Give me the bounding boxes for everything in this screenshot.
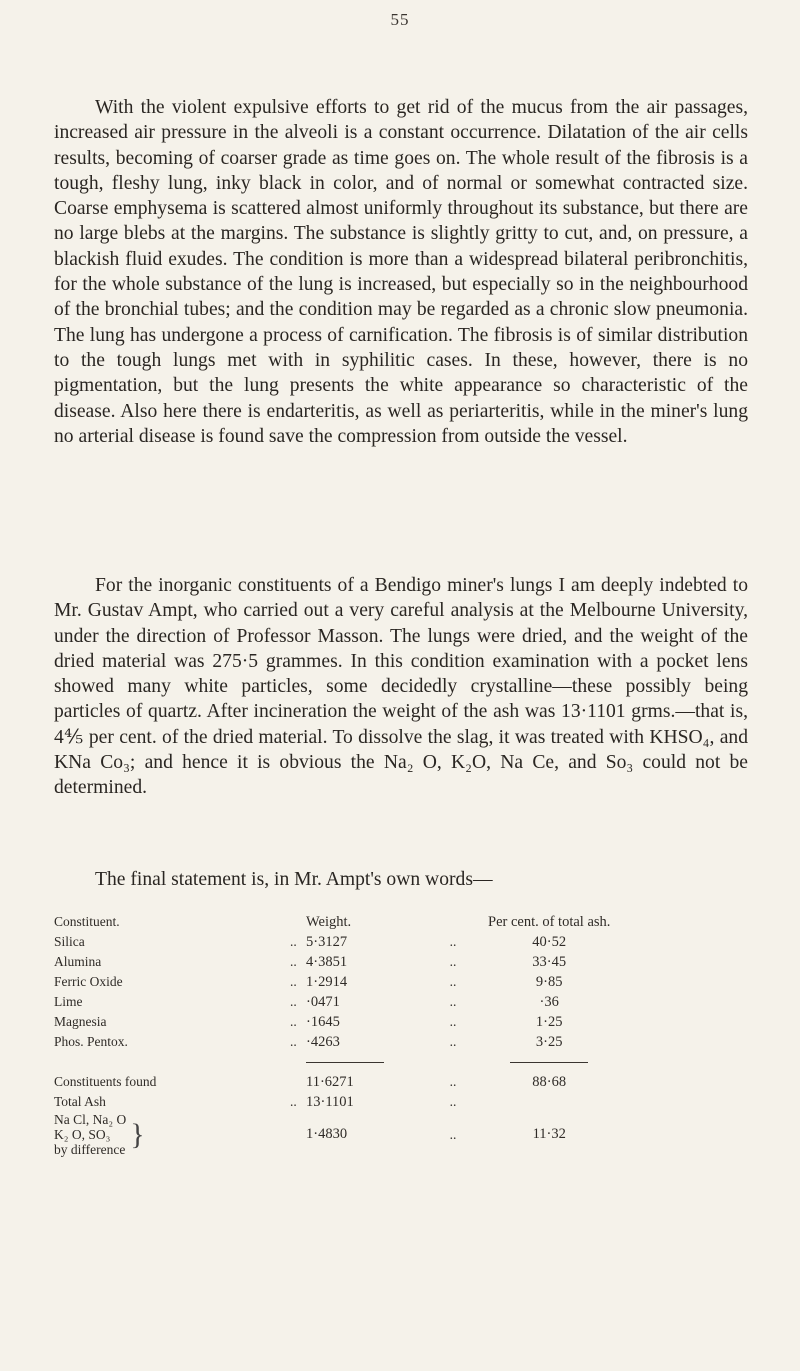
header-weight: Weight. — [306, 913, 352, 930]
header-constituent: Constituent. — [54, 914, 120, 929]
row-percent: 33·45 — [532, 953, 567, 970]
table-row — [54, 1032, 610, 1052]
sum-rule-weight — [306, 1062, 384, 1063]
difference-percent: 11·32 — [532, 1126, 566, 1142]
leader-dots: .. — [449, 1034, 457, 1049]
leader-dots: .. — [449, 1014, 457, 1029]
table-row — [54, 932, 610, 952]
row-name: Phos. Pentox. — [54, 1034, 128, 1049]
row-percent: ·36 — [539, 993, 559, 1010]
leader-dots: .. — [449, 994, 457, 1009]
paragraph-inorganic-analysis: For the inorganic constituents of a Bendigo miner's lungs I am deeply indebted to Mr. Gustav Ampt, who carried out a very careful analysis at the Melbourne University, under the direction of Professor Masson. The lungs were dried, and the weight of the dried material was 275·5 grammes. In this condition examination with a pocket lens showed many white particles, some decidedly crystalline—these possibly being particles of quartz. After incineration the weight of the ash was 13·1101 grms.—that is, 4⅘ per cent. of the dried material. To dissolve the slag, it was treated with KHSO₄, and KNa Co₃; and hence it is obvious the Na₂ O, K₂O, Na Ce, and So₃ could not be determined. — [54, 575, 748, 799]
row-weight: 4·3851 — [306, 953, 348, 970]
total-weight: 13·1101 — [306, 1093, 354, 1110]
row-weight: ·0471 — [306, 993, 340, 1010]
leader-dots: .. — [449, 934, 457, 949]
difference-weight: 1·4830 — [306, 1126, 348, 1142]
leader-dots: .. — [290, 1094, 297, 1109]
found-name: Constituents found — [54, 1074, 157, 1089]
leader-dots: .. — [449, 974, 457, 989]
leader-dots: .. — [290, 974, 297, 989]
table-header-row — [54, 912, 610, 932]
row-weight: 1·2914 — [306, 973, 348, 990]
found-percent: 88·68 — [532, 1073, 567, 1090]
leader-dots: .. — [449, 1094, 457, 1109]
leader-dots: .. — [290, 954, 297, 969]
row-name: Silica — [54, 934, 85, 949]
row-percent: 1·25 — [535, 1013, 563, 1030]
table-intro: The final statement is, in Mr. Ampt's own words— — [95, 869, 493, 890]
table-row-found — [54, 1072, 610, 1092]
leader-dots: .. — [290, 994, 297, 1009]
total-name: Total Ash — [54, 1094, 106, 1109]
row-weight: ·1645 — [306, 1013, 340, 1030]
row-name: Magnesia — [54, 1014, 107, 1029]
leader-dots: .. — [449, 954, 457, 969]
leader-dots: .. — [290, 934, 297, 949]
table-row — [54, 952, 610, 972]
row-weight: ·4263 — [306, 1033, 340, 1050]
row-percent: 3·25 — [535, 1033, 563, 1050]
difference-line-2: K₂ O, SO₃ — [54, 1127, 111, 1142]
leader-dots: .. — [290, 1014, 297, 1029]
right-brace-icon: } — [130, 1117, 145, 1151]
sum-rule-row — [54, 1052, 610, 1072]
row-name: Ferric Oxide — [54, 974, 123, 989]
page-number: 55 — [390, 10, 410, 29]
table-row-difference — [54, 1112, 610, 1157]
found-weight: 11·6271 — [306, 1073, 354, 1090]
leader-dots: .. — [449, 1074, 457, 1089]
row-percent: 9·85 — [535, 973, 563, 990]
table-row — [54, 972, 610, 992]
row-weight: 5·3127 — [306, 933, 348, 950]
row-name: Lime — [54, 994, 83, 1009]
table-row — [54, 1012, 610, 1032]
ash-analysis-table — [54, 912, 610, 1157]
leader-dots: .. — [290, 1034, 297, 1049]
row-percent: 40·52 — [532, 933, 567, 950]
table-row-total — [54, 1092, 610, 1112]
table-row — [54, 992, 610, 1012]
paragraph-emphysema: With the violent expulsive efforts to get rid of the mucus from the air passages, increased air pressure in the alveoli is a constant occurrence. Dilatation of the air cells results, becoming of coarser grade as time goes on. The whole result of the fibrosis is a tough, fleshy lung, inky black in color, and of normal or somewhat contracted size. Coarse emphysema is scattered almost uniformly throughout its substance, but there are no large blebs at the margins. The substance is slightly gritty to cut, and, on pressure, a blackish fluid exudes. The condition is more than a widespread bilateral peribronchitis, for the whole substance of the lung is increased, but especially so in the neighbourhood of the bronchial tubes; and the condition may be regarded as a chronic slow pneumonia. The lung has undergone a process of carnification. The fibrosis is of similar distribution to the tough lungs met with in syphilitic cases. In these, however, there is no pigmentation, but the lung presents the white appearance so characteristic of the disease. Also here there is endarteritis, as well as periarteritis, while in the miner's lung no arterial disease is found save the compression from outside the vessel. — [54, 97, 748, 447]
difference-line-3: by difference — [54, 1142, 126, 1157]
difference-line-1: Na Cl, Na₂ O — [54, 1112, 127, 1127]
sum-rule-percent — [510, 1062, 588, 1063]
header-percent: Per cent. of total ash. — [488, 913, 611, 930]
leader-dots: .. — [449, 1126, 457, 1142]
row-name: Alumina — [54, 954, 102, 969]
